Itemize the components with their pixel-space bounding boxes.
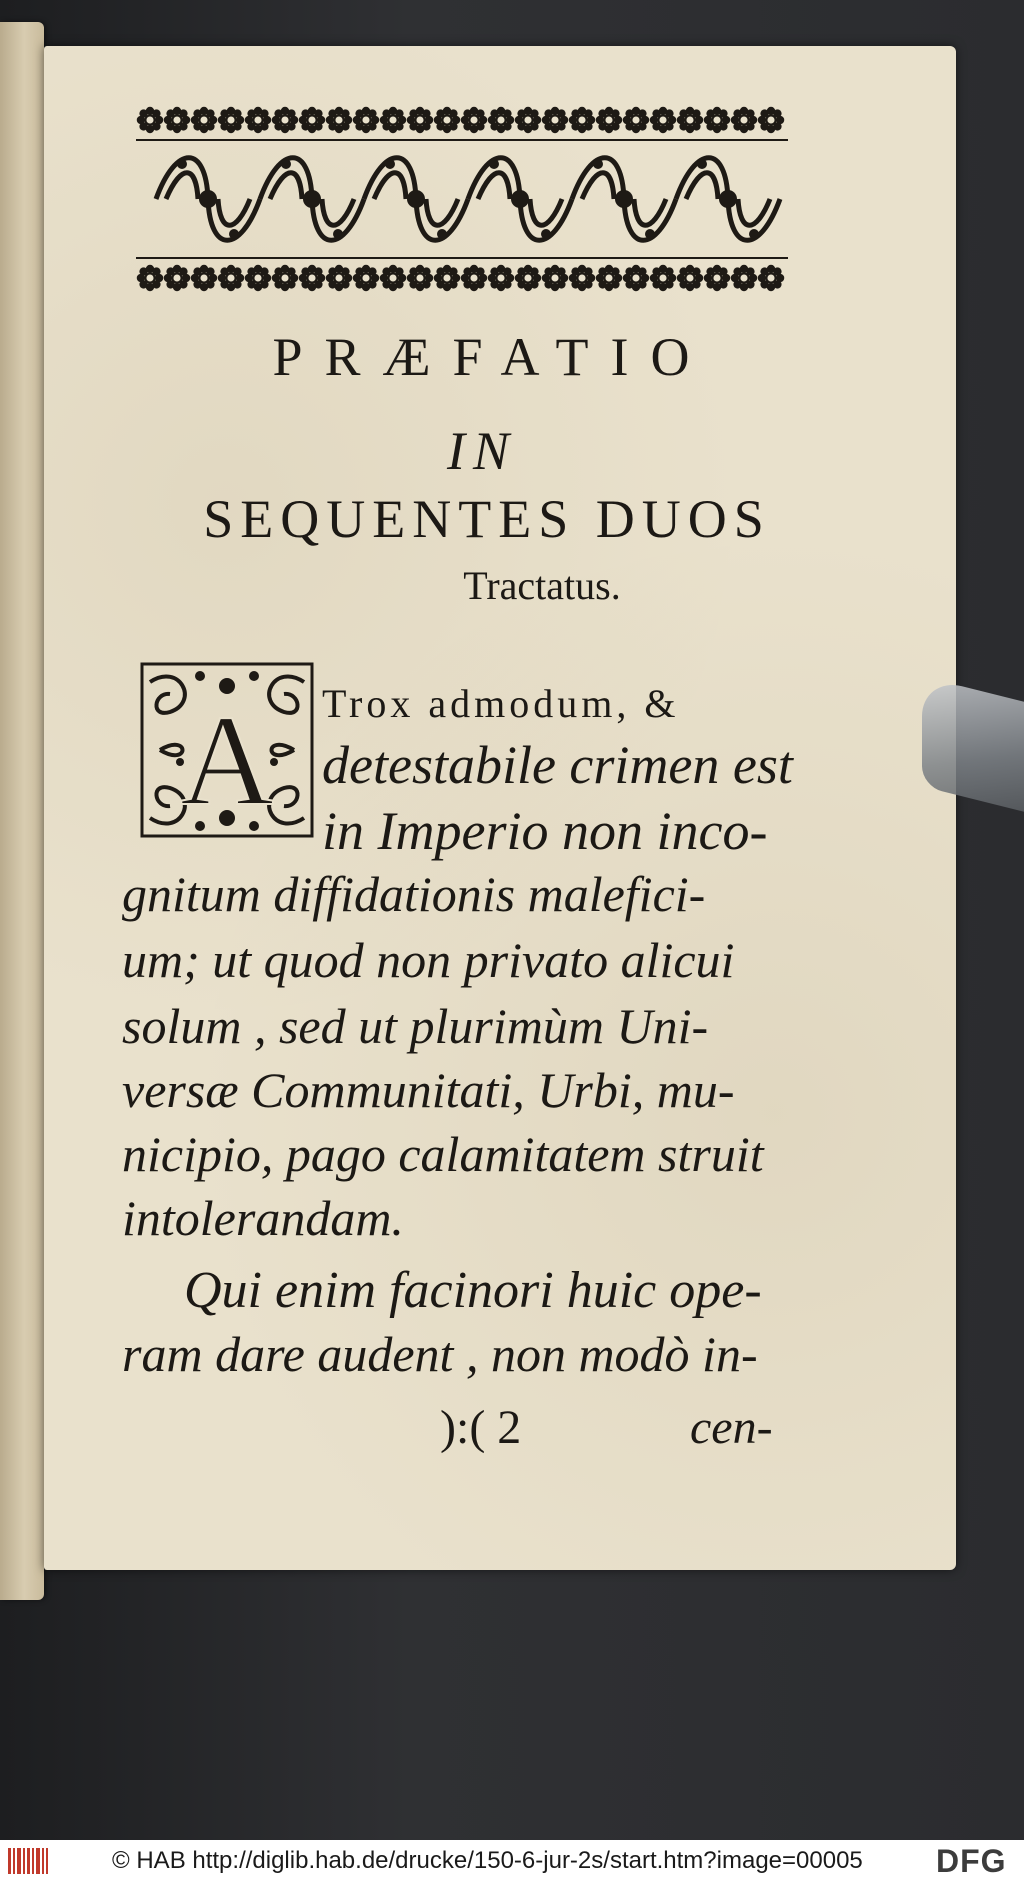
footer-bar [0, 1840, 1024, 1880]
body-line-10 [184, 1262, 1024, 1317]
barcode-icon [8, 1848, 48, 1874]
body-line-9 [122, 1190, 1024, 1244]
body-line-1 [322, 672, 782, 726]
drop-cap-letter: A [180, 689, 274, 833]
body-line-4-text: gnitum diffidationis malefici- [122, 866, 706, 922]
body-line-11 [122, 1326, 1024, 1380]
title-tractatus: Tractatus. [463, 563, 621, 608]
body-line-6 [122, 998, 1024, 1052]
decorated-initial [140, 662, 314, 838]
body-line-4 [122, 866, 1024, 920]
body-line-3-text: in Imperio non inco- [322, 801, 768, 861]
body-line-1-text: Trox admodum, & [322, 681, 680, 726]
body-line-11-text: ram dare audent , non modò in- [122, 1326, 758, 1382]
body-line-8 [122, 1126, 1024, 1180]
adjacent-page-edge [0, 22, 44, 1600]
title-in: IN [447, 421, 517, 481]
title-praefatio: PRÆFATIO [272, 327, 712, 387]
dfg-logo: DFG [936, 1843, 1007, 1879]
catchword-text: cen- [690, 1401, 773, 1454]
catchword [690, 1398, 1024, 1452]
ornament-rosette-row-bottom [137, 265, 785, 292]
title-sequentes-duos: SEQUENTES DUOS [203, 489, 771, 549]
body-line-8-text: nicipio, pago calamitatem struit [122, 1126, 764, 1182]
body-line-5 [122, 932, 1024, 986]
body-line-6-text: solum , sed ut plurimùm Uni- [122, 998, 709, 1054]
headpiece-ornament [136, 104, 788, 294]
body-line-5-text: um; ut quod non privato alicui [122, 932, 735, 988]
body-line-2-text: detestabile crimen est [322, 735, 793, 795]
footer-credit-link[interactable]: © HAB http://diglib.hab.de/drucke/150-6-jur-2s/start.htm?image=00005 [112, 1847, 863, 1874]
body-line-9-text: intolerandam. [122, 1190, 404, 1246]
body-line-7 [122, 1062, 1024, 1116]
ornament-rosette-row-top [137, 107, 785, 134]
body-line-10-text: Qui enim facinori huic ope- [184, 1262, 762, 1319]
body-line-3 [322, 801, 1024, 861]
signature-mark-text: ):( 2 [440, 1401, 522, 1454]
body-line-7-text: versæ Communitati, Urbi, mu- [122, 1062, 735, 1118]
ornament-scroll-band [136, 140, 788, 258]
body-line-2 [322, 735, 1024, 795]
